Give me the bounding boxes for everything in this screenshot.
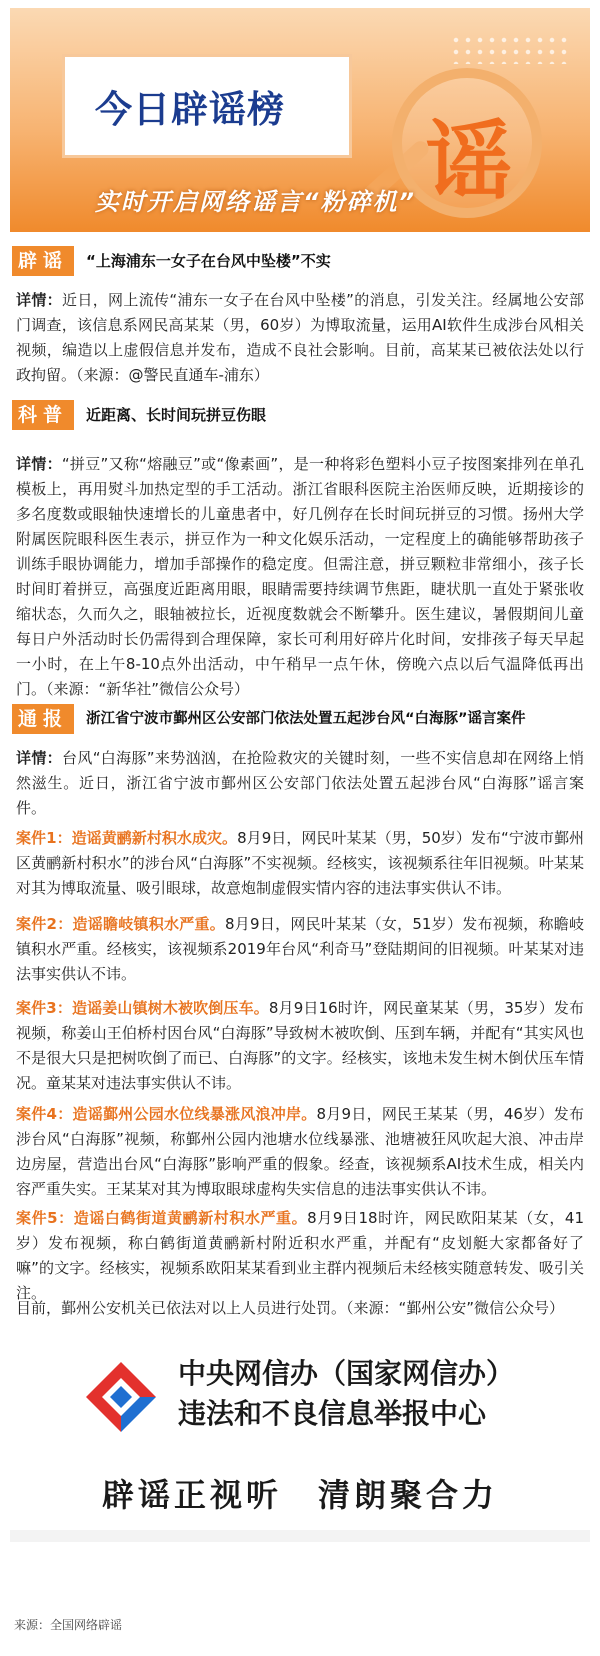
case-item	[16, 996, 584, 1096]
case-title: 案件4：造谣鄞州公园水位线暴涨风浪冲岸。	[16, 1105, 317, 1123]
section-tag-debunk: 辟谣	[12, 246, 74, 276]
banner-subtitle: 实时开启网络谣言“粉碎机”	[95, 188, 416, 216]
slogan: 辟谣正视听 清朗聚合力	[101, 1476, 498, 1514]
detail-text: 台风“白海豚”来势汹汹，在抢险救灾的关键时刻，一些不实信息却在网络上悄然滋生。近日，浙江省宁波市鄞州区公安部门依法处置五起涉台风“白海豚”谣言案件。	[16, 749, 584, 817]
case-text: 8月9日，网民王某某（男，46岁）发布涉台风“白海豚”视频，称鄞州公园内池塘水位线暴涨、池塘被狂风吹起大浪、冲击岸边房屋，营造出台风“白海豚”影响严重的假象。经查，该视频系AI技术生成，相关内容严重失实。王某某对其为博取眼球虚构失实信息的违法事实供认不讳。	[16, 1105, 584, 1198]
case-text: 8月9日18时许，网民欧阳某某（女，41岁）发布视频，称白鹤街道黄鹂新村附近积水严重，并配有“皮划艇大家都备好了嘛”的文字。经核实，视频系欧阳某某看到业主群内视频后未经核实随意转发、吸引关注。	[16, 1209, 584, 1302]
section-tag-science: 科普	[12, 400, 74, 430]
section-headline-notice: 浙江省宁波市鄞州区公安部门依法处置五起涉台风“白海豚”谣言案件	[86, 711, 526, 727]
divider	[10, 1530, 590, 1542]
seal-character: 谣	[426, 111, 512, 212]
case-item	[16, 912, 584, 987]
banner-title: 今日辟谣榜	[95, 88, 285, 131]
detail-label: 详情：	[16, 291, 63, 309]
footer-source: 来源：全国网络辟谣	[14, 1618, 123, 1632]
case-item	[16, 1206, 584, 1306]
section-body-science	[16, 452, 584, 702]
banner-title-card	[62, 54, 352, 158]
detail-label: 详情：	[16, 455, 62, 473]
case-text: 8月9日16时许，网民童某某（男，35岁）发布视频，称姜山王伯桥村因台风“白海豚”导致树木被吹倒、压到车辆，并配有“其实风也不是很大只是把树吹倒了而已、白海豚”的文字。经核实，该地未发生树木倒伏压车情况。童某某对违法事实供认不讳。	[16, 999, 584, 1092]
section-headline-science: 近距离、长时间玩拼豆伤眼	[86, 406, 267, 424]
section-headline-debunk: “上海浦东一女子在台风中坠楼”不实	[86, 252, 331, 270]
case-title: 案件3：造谣姜山镇树木被吹倒压车。	[16, 999, 269, 1017]
cac-logo-icon	[84, 1360, 158, 1434]
section-closing: 目前，鄞州公安机关已依法对以上人员进行处罚。（来源：“鄞州公安”微信公众号）	[16, 1299, 565, 1317]
section-body-notice	[16, 746, 584, 821]
case-title: 案件2：造谣瞻岐镇积水严重。	[16, 915, 225, 933]
section-tag-notice: 通报	[12, 704, 74, 734]
org-name-line2: 违法和不良信息举报中心	[178, 1397, 487, 1430]
case-title: 案件5：造谣白鹤街道黄鹂新村积水严重。	[16, 1209, 308, 1227]
org-name-line1: 中央网信办（国家网信办）	[178, 1357, 515, 1390]
detail-label: 详情：	[16, 749, 63, 767]
header-banner	[10, 8, 590, 232]
dot-pattern	[450, 34, 570, 64]
section-body-debunk	[16, 288, 584, 388]
detail-text: 近日，网上流传“浦东一女子在台风中坠楼”的消息，引发关注。经属地公安部门调查，该信息系网民高某某（男，60岁）为博取流量，运用AI软件生成涉台风相关视频，编造以上虚假信息并发布，造成不良社会影响。目前，高某某已被依法处以行政拘留。（来源：@警民直通车-浦东）	[16, 291, 584, 384]
case-item	[16, 826, 584, 901]
case-text: 8月9日，网民叶某某（女，51岁）发布视频，称瞻岐镇积水严重。经核实，该视频系2019年台风“利奇马”登陆期间的旧视频。叶某某对违法事实供认不讳。	[16, 915, 584, 983]
case-item	[16, 1102, 584, 1202]
detail-text: “拼豆”又称“熔融豆”或“像素画”，是一种将彩色塑料小豆子按图案排列在单孔模板上，再用熨斗加热定型的手工活动。浙江省眼科医院主治医师反映，近期接诊的多名度数或眼轴快速增长的儿童患者中，好几例存在长时间玩拼豆的习惯。扬州大学附属医院眼科医生表示，拼豆作为一种文化娱乐活动，一定程度上的确能够帮助孩子训练手眼协调能力，增加手部操作的稳定度。但需注意，拼豆颗粒非常细小，孩子长时间盯着拼豆，高强度近距离用眼，眼睛需要持续调节焦距，睫状肌一直处于紧张收缩状态，久而久之，眼轴被拉长，近视度数就会不断攀升。医生建议，暑假期间儿童每日户外活动时长仍需得到合理保障，家长可利用好碎片化时间，安排孩子每天早起一小时，在上午8-10点外出活动，中午稍早一点午休，傍晚六点以后气温降低再出门。（来源：“新华社”微信公众号）	[16, 455, 584, 698]
case-text: 8月9日，网民叶某某（男，50岁）发布“宁波市鄞州区黄鹂新村积水”的涉台风“白海豚”不实视频。经核实，该视频系往年旧视频。叶某某对其为博取流量、吸引眼球，故意炮制虚假实情内容的违法事实供认不讳。	[16, 829, 584, 897]
case-title: 案件1：造谣黄鹂新村积水成灾。	[16, 829, 238, 847]
